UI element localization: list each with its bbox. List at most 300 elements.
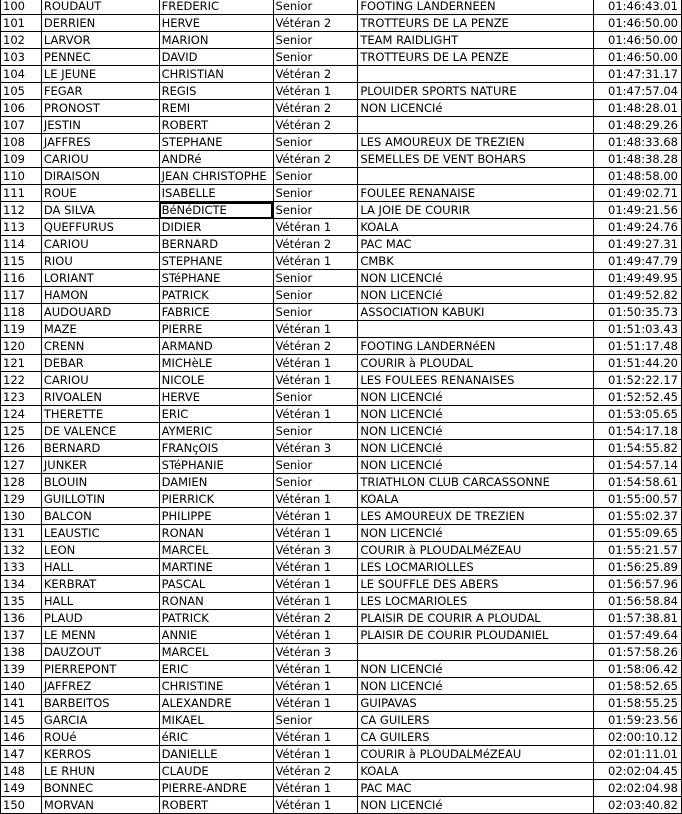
first-name-cell[interactable]: MIKAEL <box>159 712 273 729</box>
last-name-cell[interactable]: FEGAR <box>41 83 159 100</box>
club-cell[interactable]: TRIATHLON CLUB CARCASSONNE <box>358 474 594 491</box>
rank-cell[interactable]: 148 <box>1 763 42 780</box>
last-name-cell[interactable]: DIRAISON <box>41 168 159 185</box>
category-cell[interactable]: Vétéran 1 <box>273 576 358 593</box>
time-cell[interactable]: 01:54:55.82 <box>594 440 682 457</box>
time-cell[interactable]: 01:46:50.00 <box>594 15 682 32</box>
first-name-cell[interactable]: ALEXANDRE <box>159 695 273 712</box>
time-cell[interactable]: 01:56:57.96 <box>594 576 682 593</box>
club-cell[interactable]: LES LOCMARIOLES <box>358 593 594 610</box>
last-name-cell[interactable]: BERNARD <box>41 440 159 457</box>
rank-cell[interactable]: 128 <box>1 474 42 491</box>
time-cell[interactable]: 02:02:04.98 <box>594 780 682 797</box>
time-cell[interactable]: 01:48:29.26 <box>594 117 682 134</box>
last-name-cell[interactable]: PENNEC <box>41 49 159 66</box>
category-cell[interactable]: Vétéran 1 <box>273 253 358 270</box>
club-cell[interactable]: CMBK <box>358 253 594 270</box>
time-cell[interactable]: 01:46:50.00 <box>594 32 682 49</box>
last-name-cell[interactable]: PRONOST <box>41 100 159 117</box>
club-cell[interactable]: FOULEE RENANAISE <box>358 185 594 202</box>
first-name-cell[interactable]: STéPHANIE <box>159 457 273 474</box>
rank-cell[interactable]: 109 <box>1 151 42 168</box>
category-cell[interactable]: Vétéran 3 <box>273 440 358 457</box>
time-cell[interactable]: 01:49:02.71 <box>594 185 682 202</box>
last-name-cell[interactable]: CARIOU <box>41 236 159 253</box>
rank-cell[interactable]: 101 <box>1 15 42 32</box>
last-name-cell[interactable]: RIVOALEN <box>41 389 159 406</box>
rank-cell[interactable]: 124 <box>1 406 42 423</box>
time-cell[interactable]: 01:46:43.01 <box>594 0 682 15</box>
time-cell[interactable]: 01:59:23.56 <box>594 712 682 729</box>
first-name-cell[interactable]: AYMERIC <box>159 423 273 440</box>
club-cell[interactable] <box>358 644 594 661</box>
club-cell[interactable] <box>358 117 594 134</box>
club-cell[interactable]: LES AMOUREUX DE TREZIEN <box>358 134 594 151</box>
rank-cell[interactable]: 103 <box>1 49 42 66</box>
time-cell[interactable]: 02:00:10.12 <box>594 729 682 746</box>
last-name-cell[interactable]: DERRIEN <box>41 15 159 32</box>
table-row <box>1 321 682 338</box>
rank-cell[interactable]: 115 <box>1 253 42 270</box>
first-name-cell[interactable]: PIERRICK <box>159 491 273 508</box>
last-name-cell[interactable]: KERBRAT <box>41 576 159 593</box>
first-name-cell[interactable]: PATRICK <box>159 287 273 304</box>
time-cell[interactable]: 01:54:58.61 <box>594 474 682 491</box>
category-cell[interactable]: Vétéran 1 <box>273 627 358 644</box>
rank-cell[interactable]: 116 <box>1 270 42 287</box>
last-name-cell[interactable]: ROUDAUT <box>41 0 159 15</box>
time-cell[interactable]: 01:49:21.56 <box>594 202 682 219</box>
first-name-cell[interactable]: CHRISTINE <box>159 678 273 695</box>
rank-cell[interactable]: 133 <box>1 559 42 576</box>
category-cell[interactable]: Vétéran 2 <box>273 15 358 32</box>
time-cell[interactable]: 01:55:21.57 <box>594 542 682 559</box>
time-cell[interactable]: 01:54:57.14 <box>594 457 682 474</box>
time-cell[interactable]: 01:52:22.17 <box>594 372 682 389</box>
category-cell[interactable]: Vétéran 2 <box>273 236 358 253</box>
last-name-cell[interactable]: LE MENN <box>41 627 159 644</box>
club-cell[interactable] <box>358 66 594 83</box>
club-cell[interactable]: PAC MAC <box>358 236 594 253</box>
first-name-cell[interactable]: FRANçOIS <box>159 440 273 457</box>
first-name-cell[interactable]: ROBERT <box>159 117 273 134</box>
category-cell[interactable]: Vétéran 2 <box>273 151 358 168</box>
club-cell[interactable]: NON LICENCIé <box>358 678 594 695</box>
rank-cell[interactable]: 150 <box>1 797 42 814</box>
last-name-cell[interactable]: PIERREPONT <box>41 661 159 678</box>
time-cell[interactable]: 01:46:50.00 <box>594 49 682 66</box>
first-name-cell[interactable]: NICOLE <box>159 372 273 389</box>
first-name-cell[interactable]: BERNARD <box>159 236 273 253</box>
rank-cell[interactable]: 117 <box>1 287 42 304</box>
time-cell[interactable]: 01:57:49.64 <box>594 627 682 644</box>
time-cell[interactable]: 01:51:44.20 <box>594 355 682 372</box>
last-name-cell[interactable]: BARBEITOS <box>41 695 159 712</box>
first-name-cell[interactable]: MARCEL <box>159 542 273 559</box>
club-cell[interactable]: GUIPAVAS <box>358 695 594 712</box>
category-cell[interactable]: Vétéran 2 <box>273 338 358 355</box>
first-name-cell[interactable]: FREDERIC <box>159 0 273 15</box>
category-cell[interactable]: Senior <box>273 389 358 406</box>
club-cell[interactable]: FOOTING LANDERNEEN <box>358 0 594 15</box>
time-cell[interactable]: 01:48:33.68 <box>594 134 682 151</box>
club-cell[interactable]: NON LICENCIé <box>358 423 594 440</box>
last-name-cell[interactable]: JAFFRES <box>41 134 159 151</box>
first-name-cell[interactable]: BéNéDICTE <box>159 202 273 219</box>
table-row <box>1 746 682 763</box>
last-name-cell[interactable]: JESTIN <box>41 117 159 134</box>
last-name-cell[interactable]: CRENN <box>41 338 159 355</box>
last-name-cell[interactable]: LE JEUNE <box>41 66 159 83</box>
category-cell[interactable]: Vétéran 1 <box>273 559 358 576</box>
last-name-cell[interactable]: THERETTE <box>41 406 159 423</box>
category-cell[interactable]: Vétéran 1 <box>273 321 358 338</box>
first-name-cell[interactable]: REGIS <box>159 83 273 100</box>
rank-cell[interactable]: 132 <box>1 542 42 559</box>
club-cell[interactable]: PLAISIR DE COURIR PLOUDANIEL <box>358 627 594 644</box>
rank-cell[interactable]: 123 <box>1 389 42 406</box>
time-cell[interactable]: 01:51:17.48 <box>594 338 682 355</box>
club-cell[interactable]: TROTTEURS DE LA PENZE <box>358 49 594 66</box>
table-row <box>1 763 682 780</box>
time-cell[interactable]: 01:49:24.76 <box>594 219 682 236</box>
first-name-cell[interactable]: PHILIPPE <box>159 508 273 525</box>
rank-cell[interactable]: 127 <box>1 457 42 474</box>
first-name-cell[interactable]: ANDRé <box>159 151 273 168</box>
table-row <box>1 780 682 797</box>
time-cell[interactable]: 01:57:58.26 <box>594 644 682 661</box>
rank-cell[interactable]: 149 <box>1 780 42 797</box>
time-cell[interactable]: 01:58:06.42 <box>594 661 682 678</box>
last-name-cell[interactable]: LARVOR <box>41 32 159 49</box>
last-name-cell[interactable]: LEON <box>41 542 159 559</box>
rank-cell[interactable]: 140 <box>1 678 42 695</box>
category-cell[interactable]: Vétéran 1 <box>273 508 358 525</box>
category-cell[interactable]: Senior <box>273 304 358 321</box>
first-name-cell[interactable]: STéPHANE <box>159 270 273 287</box>
first-name-cell[interactable]: STEPHANE <box>159 134 273 151</box>
category-cell[interactable]: Vétéran 1 <box>273 83 358 100</box>
time-cell[interactable]: 01:47:31.17 <box>594 66 682 83</box>
time-cell[interactable]: 01:49:49.95 <box>594 270 682 287</box>
club-cell[interactable]: LES AMOUREUX DE TREZIEN <box>358 508 594 525</box>
last-name-cell[interactable]: DEBAR <box>41 355 159 372</box>
last-name-cell[interactable]: PLAUD <box>41 610 159 627</box>
first-name-cell[interactable]: STEPHANE <box>159 253 273 270</box>
club-cell[interactable]: NON LICENCIé <box>358 797 594 814</box>
category-cell[interactable]: Vétéran 1 <box>273 695 358 712</box>
last-name-cell[interactable]: DAUZOUT <box>41 644 159 661</box>
time-cell[interactable]: 02:03:40.82 <box>594 797 682 814</box>
first-name-cell[interactable]: ROBERT <box>159 797 273 814</box>
last-name-cell[interactable]: BALCON <box>41 508 159 525</box>
first-name-cell[interactable]: éRIC <box>159 729 273 746</box>
time-cell[interactable]: 01:49:52.82 <box>594 287 682 304</box>
last-name-cell[interactable]: KERROS <box>41 746 159 763</box>
rank-cell[interactable]: 139 <box>1 661 42 678</box>
last-name-cell[interactable]: HAMON <box>41 287 159 304</box>
table-row <box>1 423 682 440</box>
first-name-cell[interactable]: PASCAL <box>159 576 273 593</box>
first-name-cell[interactable]: FABRICE <box>159 304 273 321</box>
last-name-cell[interactable]: MORVAN <box>41 797 159 814</box>
time-cell[interactable]: 01:55:00.57 <box>594 491 682 508</box>
time-cell[interactable]: 01:50:35.73 <box>594 304 682 321</box>
club-cell[interactable] <box>358 168 594 185</box>
rank-cell[interactable]: 130 <box>1 508 42 525</box>
table-row <box>1 83 682 100</box>
club-cell[interactable]: NON LICENCIé <box>358 100 594 117</box>
rank-cell[interactable]: 114 <box>1 236 42 253</box>
category-cell[interactable]: Senior <box>273 0 358 15</box>
time-cell[interactable]: 01:55:02.37 <box>594 508 682 525</box>
time-cell[interactable]: 02:02:04.45 <box>594 763 682 780</box>
category-cell[interactable]: Senior <box>273 712 358 729</box>
rank-cell[interactable]: 120 <box>1 338 42 355</box>
last-name-cell[interactable]: DA SILVA <box>41 202 159 219</box>
category-cell[interactable]: Vétéran 1 <box>273 678 358 695</box>
last-name-cell[interactable]: HALL <box>41 593 159 610</box>
club-cell[interactable]: COURIR à PLOUDAL <box>358 355 594 372</box>
category-cell[interactable]: Vétéran 3 <box>273 644 358 661</box>
club-cell[interactable]: NON LICENCIé <box>358 270 594 287</box>
category-cell[interactable]: Vétéran 1 <box>273 780 358 797</box>
category-cell[interactable]: Senior <box>273 202 358 219</box>
last-name-cell[interactable]: RIOU <box>41 253 159 270</box>
category-cell[interactable]: Senior <box>273 423 358 440</box>
time-cell[interactable]: 01:49:47.79 <box>594 253 682 270</box>
last-name-cell[interactable]: BONNEC <box>41 780 159 797</box>
time-cell[interactable]: 01:56:58.84 <box>594 593 682 610</box>
club-cell[interactable]: KOALA <box>358 763 594 780</box>
time-cell[interactable]: 01:58:52.65 <box>594 678 682 695</box>
time-cell[interactable]: 01:54:17.18 <box>594 423 682 440</box>
rank-cell[interactable]: 112 <box>1 202 42 219</box>
first-name-cell[interactable]: ARMAND <box>159 338 273 355</box>
rank-cell[interactable]: 118 <box>1 304 42 321</box>
rank-cell[interactable]: 106 <box>1 100 42 117</box>
first-name-cell[interactable]: MARCEL <box>159 644 273 661</box>
first-name-cell[interactable]: CHRISTIAN <box>159 66 273 83</box>
first-name-cell[interactable]: PIERRE-ANDRE <box>159 780 273 797</box>
club-cell[interactable]: PAC MAC <box>358 780 594 797</box>
first-name-cell[interactable]: DAMIEN <box>159 474 273 491</box>
club-cell[interactable]: LES FOULEES RENANAISES <box>358 372 594 389</box>
club-cell[interactable]: KOALA <box>358 491 594 508</box>
rank-cell[interactable]: 125 <box>1 423 42 440</box>
time-cell[interactable]: 01:58:55.25 <box>594 695 682 712</box>
category-cell[interactable]: Vétéran 1 <box>273 797 358 814</box>
table-row <box>1 49 682 66</box>
club-cell[interactable]: LA JOIE DE COURIR <box>358 202 594 219</box>
club-cell[interactable]: ASSOCIATION KABUKI <box>358 304 594 321</box>
category-cell[interactable]: Vétéran 1 <box>273 406 358 423</box>
last-name-cell[interactable]: GARCIA <box>41 712 159 729</box>
rank-cell[interactable]: 137 <box>1 627 42 644</box>
first-name-cell[interactable]: JEAN CHRISTOPHE <box>159 168 273 185</box>
last-name-cell[interactable]: CARIOU <box>41 372 159 389</box>
category-cell[interactable]: Vétéran 1 <box>273 491 358 508</box>
last-name-cell[interactable]: JAFFREZ <box>41 678 159 695</box>
last-name-cell[interactable]: BLOUIN <box>41 474 159 491</box>
club-cell[interactable]: NON LICENCIé <box>358 440 594 457</box>
club-cell[interactable]: COURIR à PLOUDALMéZEAU <box>358 542 594 559</box>
rank-cell[interactable]: 147 <box>1 746 42 763</box>
category-cell[interactable]: Senior <box>273 49 358 66</box>
category-cell[interactable]: Vétéran 2 <box>273 763 358 780</box>
rank-cell[interactable]: 131 <box>1 525 42 542</box>
category-cell[interactable]: Vétéran 1 <box>273 593 358 610</box>
time-cell[interactable]: 01:53:05.65 <box>594 406 682 423</box>
first-name-cell[interactable]: ERIC <box>159 661 273 678</box>
first-name-cell[interactable]: REMI <box>159 100 273 117</box>
last-name-cell[interactable]: AUDOUARD <box>41 304 159 321</box>
category-cell[interactable]: Senior <box>273 32 358 49</box>
first-name-cell[interactable]: PATRICK <box>159 610 273 627</box>
club-cell[interactable]: LES LOCMARIOLLES <box>358 559 594 576</box>
first-name-cell[interactable]: ISABELLE <box>159 185 273 202</box>
club-cell[interactable]: NON LICENCIé <box>358 457 594 474</box>
rank-cell[interactable]: 145 <box>1 712 42 729</box>
first-name-cell[interactable]: RONAN <box>159 525 273 542</box>
first-name-cell[interactable]: PIERRE <box>159 321 273 338</box>
club-cell[interactable]: COURIR à PLOUDALMéZEAU <box>358 746 594 763</box>
last-name-cell[interactable]: LE RHUN <box>41 763 159 780</box>
category-cell[interactable]: Senior <box>273 474 358 491</box>
first-name-cell[interactable]: DAVID <box>159 49 273 66</box>
category-cell[interactable]: Senior <box>273 134 358 151</box>
category-cell[interactable]: Vétéran 1 <box>273 525 358 542</box>
first-name-cell[interactable]: CLAUDE <box>159 763 273 780</box>
first-name-cell[interactable]: HERVE <box>159 15 273 32</box>
first-name-cell[interactable]: HERVE <box>159 389 273 406</box>
table-row <box>1 253 682 270</box>
last-name-cell[interactable]: LORIANT <box>41 270 159 287</box>
table-row <box>1 797 682 814</box>
last-name-cell[interactable]: MAZE <box>41 321 159 338</box>
last-name-cell[interactable]: DE VALENCE <box>41 423 159 440</box>
club-cell[interactable]: TEAM RAIDLIGHT <box>358 32 594 49</box>
last-name-cell[interactable]: CARIOU <box>41 151 159 168</box>
last-name-cell[interactable]: ROUE <box>41 185 159 202</box>
category-cell[interactable]: Senior <box>273 457 358 474</box>
last-name-cell[interactable]: JUNKER <box>41 457 159 474</box>
first-name-cell[interactable]: MARION <box>159 32 273 49</box>
first-name-cell[interactable]: MICHèLE <box>159 355 273 372</box>
club-cell[interactable]: CA GUILERS <box>358 729 594 746</box>
rank-cell[interactable]: 100 <box>1 0 42 15</box>
rank-cell[interactable]: 110 <box>1 168 42 185</box>
last-name-cell[interactable]: GUILLOTIN <box>41 491 159 508</box>
category-cell[interactable]: Vétéran 3 <box>273 542 358 559</box>
first-name-cell[interactable]: DANIELLE <box>159 746 273 763</box>
club-cell[interactable]: NON LICENCIé <box>358 661 594 678</box>
time-cell[interactable]: 01:47:57.04 <box>594 83 682 100</box>
first-name-cell[interactable]: ERIC <box>159 406 273 423</box>
last-name-cell[interactable]: ROUé <box>41 729 159 746</box>
first-name-cell[interactable]: RONAN <box>159 593 273 610</box>
club-cell[interactable]: LE SOUFFLE DES ABERS <box>358 576 594 593</box>
club-cell[interactable]: KOALA <box>358 219 594 236</box>
table-row <box>1 202 682 219</box>
first-name-cell[interactable]: MARTINE <box>159 559 273 576</box>
time-cell[interactable]: 01:57:38.81 <box>594 610 682 627</box>
club-cell[interactable]: CA GUILERS <box>358 712 594 729</box>
last-name-cell[interactable]: QUEFFURUS <box>41 219 159 236</box>
category-cell[interactable]: Senior <box>273 287 358 304</box>
category-cell[interactable]: Vétéran 2 <box>273 117 358 134</box>
time-cell[interactable]: 01:48:28.01 <box>594 100 682 117</box>
first-name-cell[interactable]: ANNIE <box>159 627 273 644</box>
club-cell[interactable]: FOOTING LANDERNéEN <box>358 338 594 355</box>
club-cell[interactable]: SEMELLES DE VENT BOHARS <box>358 151 594 168</box>
category-cell[interactable]: Vétéran 2 <box>273 610 358 627</box>
category-cell[interactable]: Vétéran 2 <box>273 66 358 83</box>
club-cell[interactable] <box>358 321 594 338</box>
rank-cell[interactable]: 141 <box>1 695 42 712</box>
category-cell[interactable]: Vétéran 1 <box>273 219 358 236</box>
time-cell[interactable]: 01:48:58.00 <box>594 168 682 185</box>
rank-cell[interactable]: 108 <box>1 134 42 151</box>
time-cell[interactable]: 01:52:52.45 <box>594 389 682 406</box>
rank-cell[interactable]: 146 <box>1 729 42 746</box>
club-cell[interactable]: PLOUIDER SPORTS NATURE <box>358 83 594 100</box>
rank-cell[interactable]: 113 <box>1 219 42 236</box>
rank-cell[interactable]: 136 <box>1 610 42 627</box>
rank-cell[interactable]: 111 <box>1 185 42 202</box>
category-cell[interactable]: Vétéran 1 <box>273 355 358 372</box>
rank-cell[interactable]: 138 <box>1 644 42 661</box>
rank-cell[interactable]: 121 <box>1 355 42 372</box>
club-cell[interactable]: NON LICENCIé <box>358 389 594 406</box>
club-cell[interactable]: PLAISIR DE COURIR A PLOUDAL <box>358 610 594 627</box>
time-cell[interactable]: 01:55:09.65 <box>594 525 682 542</box>
category-cell[interactable]: Vétéran 2 <box>273 100 358 117</box>
club-cell[interactable]: NON LICENCIé <box>358 406 594 423</box>
rank-cell[interactable]: 122 <box>1 372 42 389</box>
rank-cell[interactable]: 104 <box>1 66 42 83</box>
rank-cell[interactable]: 107 <box>1 117 42 134</box>
rank-cell[interactable]: 105 <box>1 83 42 100</box>
time-cell[interactable]: 01:49:27.31 <box>594 236 682 253</box>
rank-cell[interactable]: 129 <box>1 491 42 508</box>
table-row <box>1 270 682 287</box>
time-cell[interactable]: 01:56:25.89 <box>594 559 682 576</box>
club-cell[interactable]: NON LICENCIé <box>358 287 594 304</box>
rank-cell[interactable]: 135 <box>1 593 42 610</box>
rank-cell[interactable]: 102 <box>1 32 42 49</box>
last-name-cell[interactable]: LEAUSTIC <box>41 525 159 542</box>
rank-cell[interactable]: 119 <box>1 321 42 338</box>
category-cell[interactable]: Senior <box>273 168 358 185</box>
rank-cell[interactable]: 134 <box>1 576 42 593</box>
club-cell[interactable]: TROTTEURS DE LA PENZE <box>358 15 594 32</box>
category-cell[interactable]: Vétéran 1 <box>273 372 358 389</box>
category-cell[interactable]: Senior <box>273 270 358 287</box>
first-name-cell[interactable]: DIDIER <box>159 219 273 236</box>
club-cell[interactable]: NON LICENCIé <box>358 525 594 542</box>
last-name-cell[interactable]: HALL <box>41 559 159 576</box>
time-cell[interactable]: 01:51:03.43 <box>594 321 682 338</box>
time-cell[interactable]: 02:01:11.01 <box>594 746 682 763</box>
category-cell[interactable]: Vétéran 1 <box>273 746 358 763</box>
table-row <box>1 32 682 49</box>
category-cell[interactable]: Senior <box>273 185 358 202</box>
category-cell[interactable]: Vétéran 1 <box>273 729 358 746</box>
rank-cell[interactable]: 126 <box>1 440 42 457</box>
category-cell[interactable]: Vétéran 1 <box>273 661 358 678</box>
time-cell[interactable]: 01:48:38.28 <box>594 151 682 168</box>
